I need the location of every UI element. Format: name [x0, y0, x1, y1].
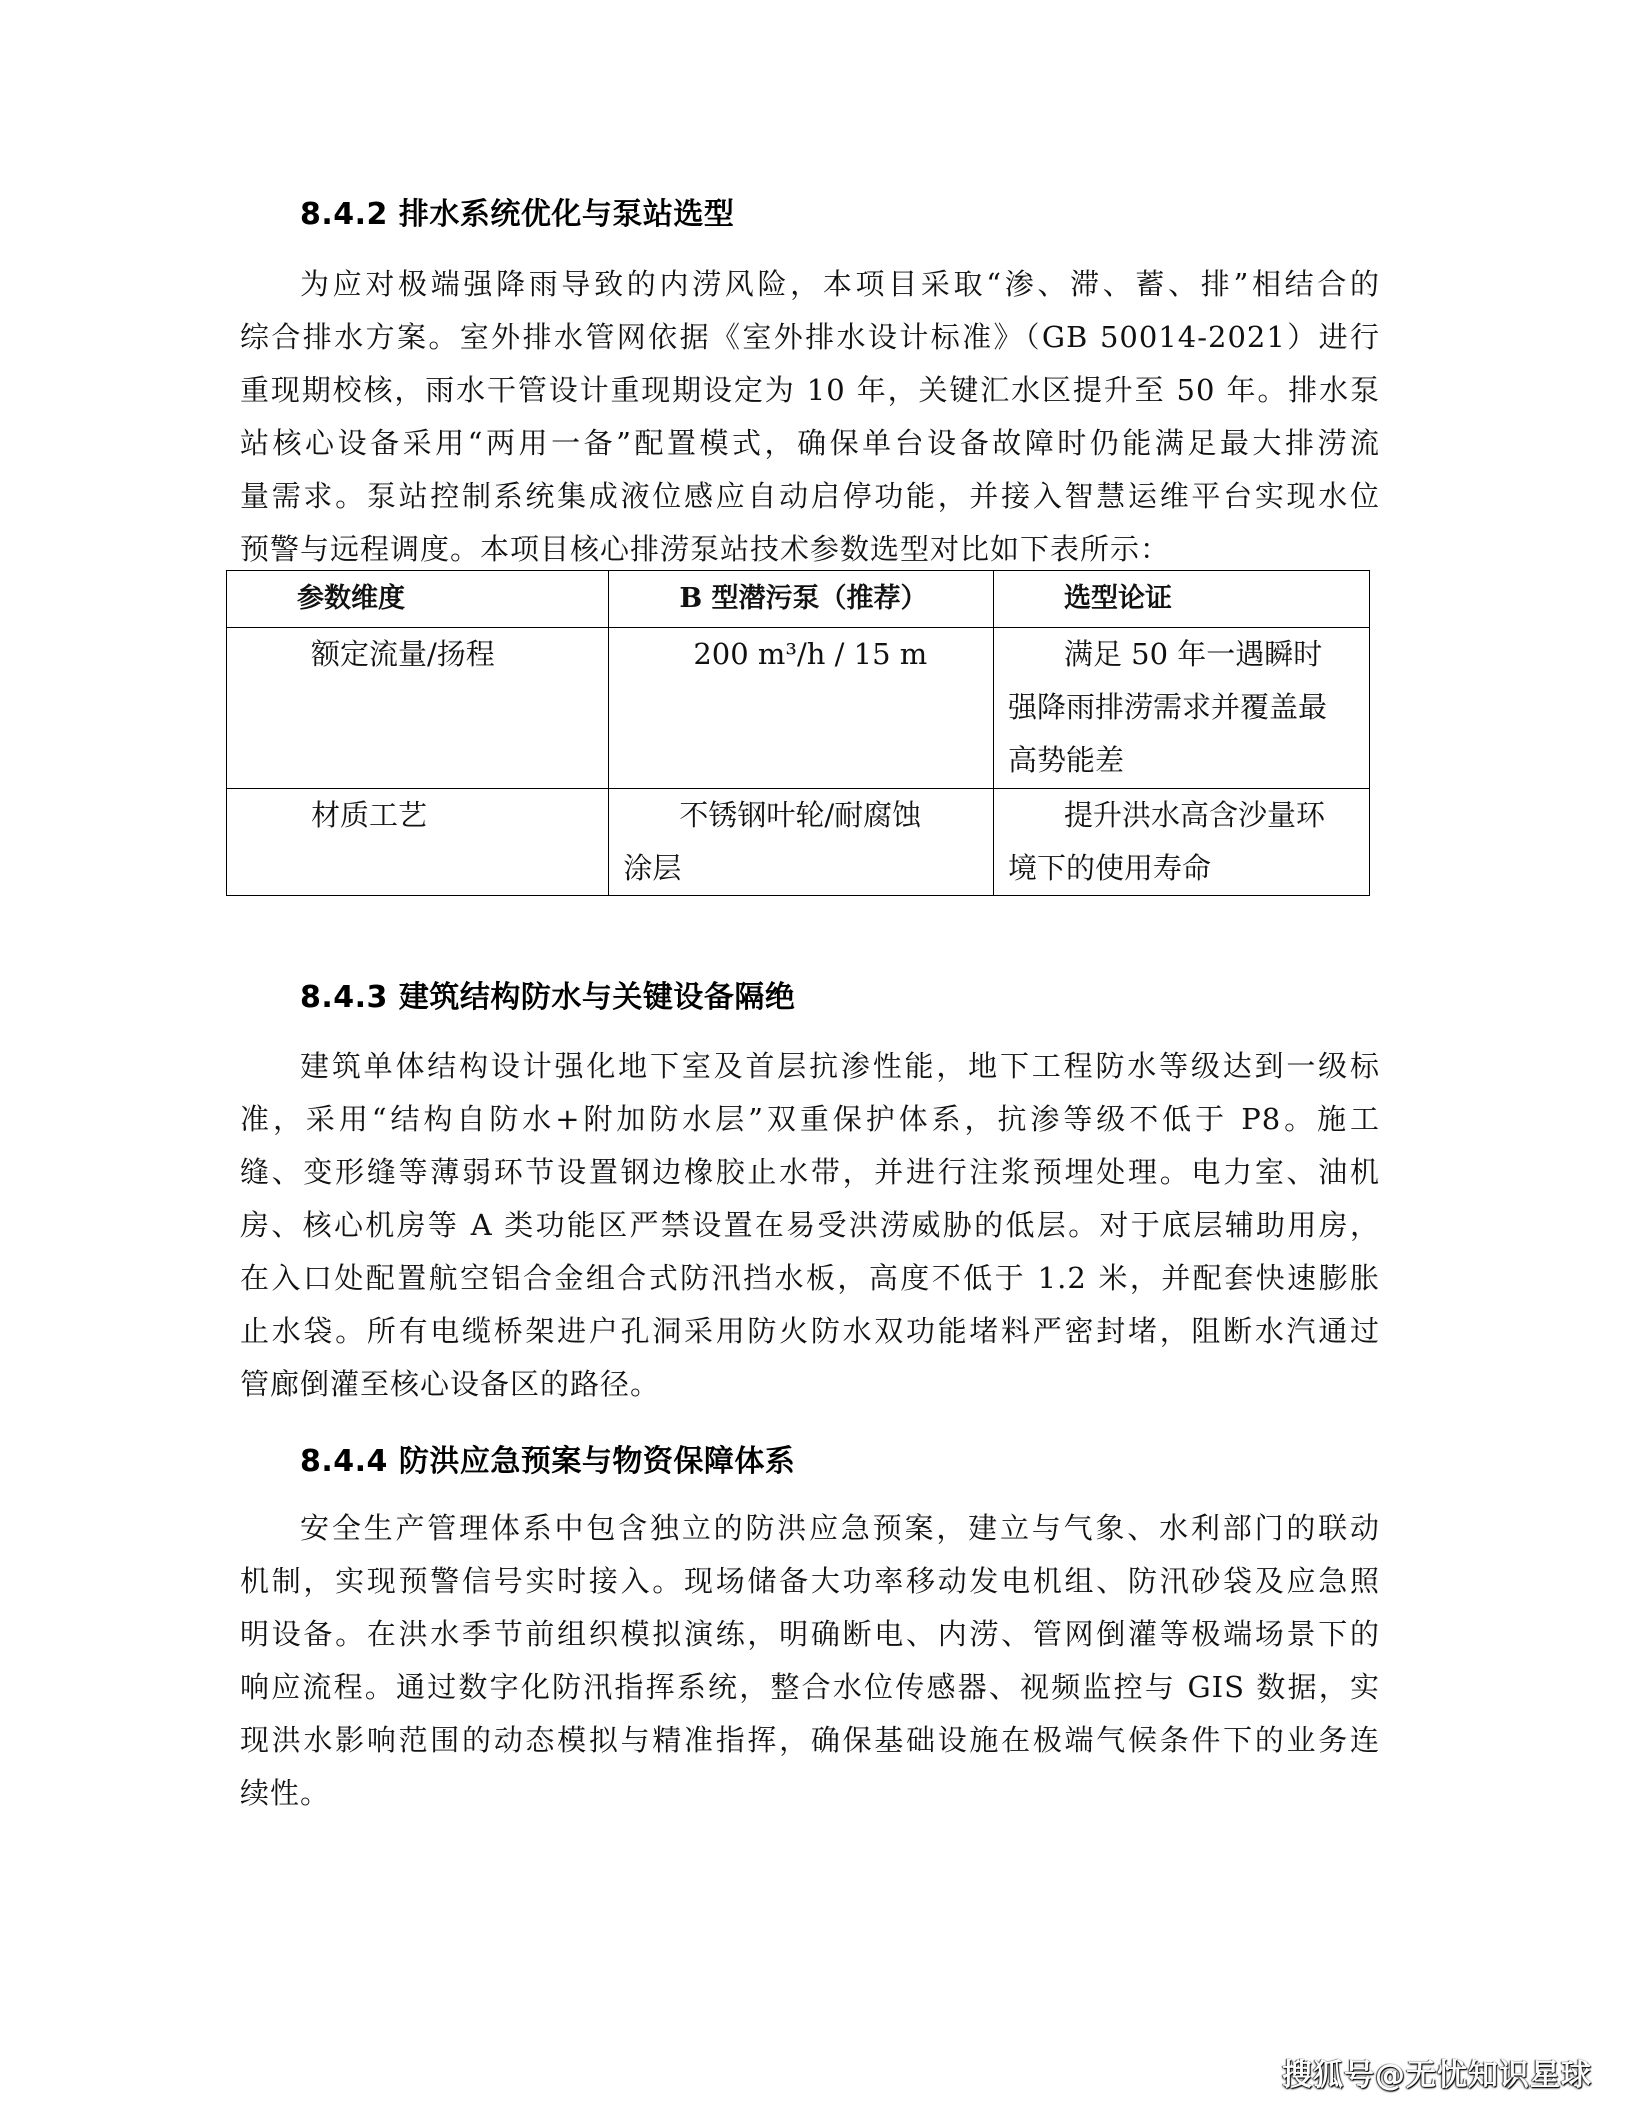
cell-text: 提升洪水高含沙量环: [1063, 798, 1325, 832]
paragraph-line: 安全生产管理体系中包含独立的防洪应急预案，建立与气象、水利部门的联动: [300, 1511, 1380, 1545]
paragraph-line: 管廊倒灌至核心设备区的路径。: [240, 1367, 661, 1401]
table-header-cell: 选型论证: [993, 571, 1369, 628]
table-cell-rationale: [993, 628, 1369, 789]
table-header-cell: B 型潜污泵（推荐）: [609, 571, 994, 628]
section-heading-8-4-2: 8.4.2 排水系统优化与泵站选型: [300, 197, 735, 232]
cell-text: 满足 50 年一遇瞬时: [1063, 637, 1323, 671]
paragraph-line: 为应对极端强降雨导致的内涝风险，本项目采取“渗、滞、蓄、排”相结合的: [300, 267, 1380, 301]
cell-text: 高势能差: [1007, 743, 1124, 777]
table-row: [227, 628, 1370, 789]
table-cell-rationale: [993, 789, 1369, 896]
section-heading-8-4-4: 8.4.4 防洪应急预案与物资保障体系: [300, 1444, 796, 1479]
section-8-4-2-paragraph: [240, 258, 1380, 576]
table-cell-pump: [609, 789, 994, 896]
paragraph-line: 在入口处配置航空铝合金组合式防汛挡水板，高度不低于 1.2 米，并配套快速膨胀: [240, 1261, 1380, 1295]
table-cell-dimension: [227, 628, 609, 789]
watermark: 搜狐号@无忧知识星球: [1282, 2058, 1592, 2093]
cell-text: 涂层: [623, 851, 682, 885]
paragraph-line: 响应流程。通过数字化防汛指挥系统，整合水位传感器、视频监控与 GIS 数据，实: [240, 1670, 1380, 1704]
paragraph-line: 续性。: [240, 1776, 331, 1810]
table-cell-dimension: [227, 789, 609, 896]
paragraph-line: 明设备。在洪水季节前组织模拟演练，明确断电、内涝、管网倒灌等极端场景下的: [240, 1617, 1380, 1651]
table-header-cell: 参数维度: [227, 571, 609, 628]
cell-text: 材质工艺: [311, 798, 428, 832]
section-heading-8-4-3: 8.4.3 建筑结构防水与关键设备隔绝: [300, 980, 796, 1015]
pump-spec-table: [226, 570, 1370, 896]
paragraph-line: 综合排水方案。室外排水管网依据《室外排水设计标准》（GB 50014-2021）进行: [240, 320, 1380, 354]
paragraph-line: 房、核心机房等 A 类功能区严禁设置在易受洪涝威胁的低层。对于底层辅助用房，: [240, 1208, 1380, 1242]
paragraph-line: 止水袋。所有电缆桥架进户孔洞采用防火防水双功能堵料严密封堵，阻断水汽通过: [240, 1314, 1380, 1348]
paragraph-line: 建筑单体结构设计强化地下室及首层抗渗性能，地下工程防水等级达到一级标: [300, 1049, 1380, 1083]
table-row: [227, 789, 1370, 896]
cell-text: 强降雨排涝需求并覆盖最: [1007, 690, 1327, 724]
paragraph-line: 量需求。泵站控制系统集成液位感应自动启停功能，并接入智慧运维平台实现水位: [240, 479, 1380, 513]
paragraph-line: 站核心设备采用“两用一备”配置模式，确保单台设备故障时仍能满足最大排涝流: [240, 426, 1380, 460]
table-cell-pump: [609, 628, 994, 789]
cell-text: 200 m³/h / 15 m: [693, 637, 928, 671]
cell-text: 不锈钢叶轮/耐腐蚀: [679, 798, 922, 832]
paragraph-line: 机制，实现预警信号实时接入。现场储备大功率移动发电机组、防汛砂袋及应急照: [240, 1564, 1380, 1598]
paragraph-line: 现洪水影响范围的动态模拟与精准指挥，确保基础设施在极端气候条件下的业务连: [240, 1723, 1380, 1757]
paragraph-line: 重现期校核，雨水干管设计重现期设定为 10 年，关键汇水区提升至 50 年。排水泵: [240, 373, 1380, 407]
table-header-row: [227, 571, 1370, 628]
section-8-4-3-paragraph: [240, 1040, 1380, 1411]
paragraph-line: 缝、变形缝等薄弱环节设置钢边橡胶止水带，并进行注浆预埋处理。电力室、油机: [240, 1155, 1380, 1189]
section-8-4-4-paragraph: [240, 1502, 1380, 1820]
paragraph-line: 准，采用“结构自防水+附加防水层”双重保护体系，抗渗等级不低于 P8。施工: [240, 1102, 1380, 1136]
cell-text: 额定流量/扬程: [311, 637, 495, 671]
cell-text: 境下的使用寿命: [1007, 851, 1211, 885]
paragraph-line: 预警与远程调度。本项目核心排涝泵站技术参数选型对比如下表所示：: [240, 532, 1171, 566]
